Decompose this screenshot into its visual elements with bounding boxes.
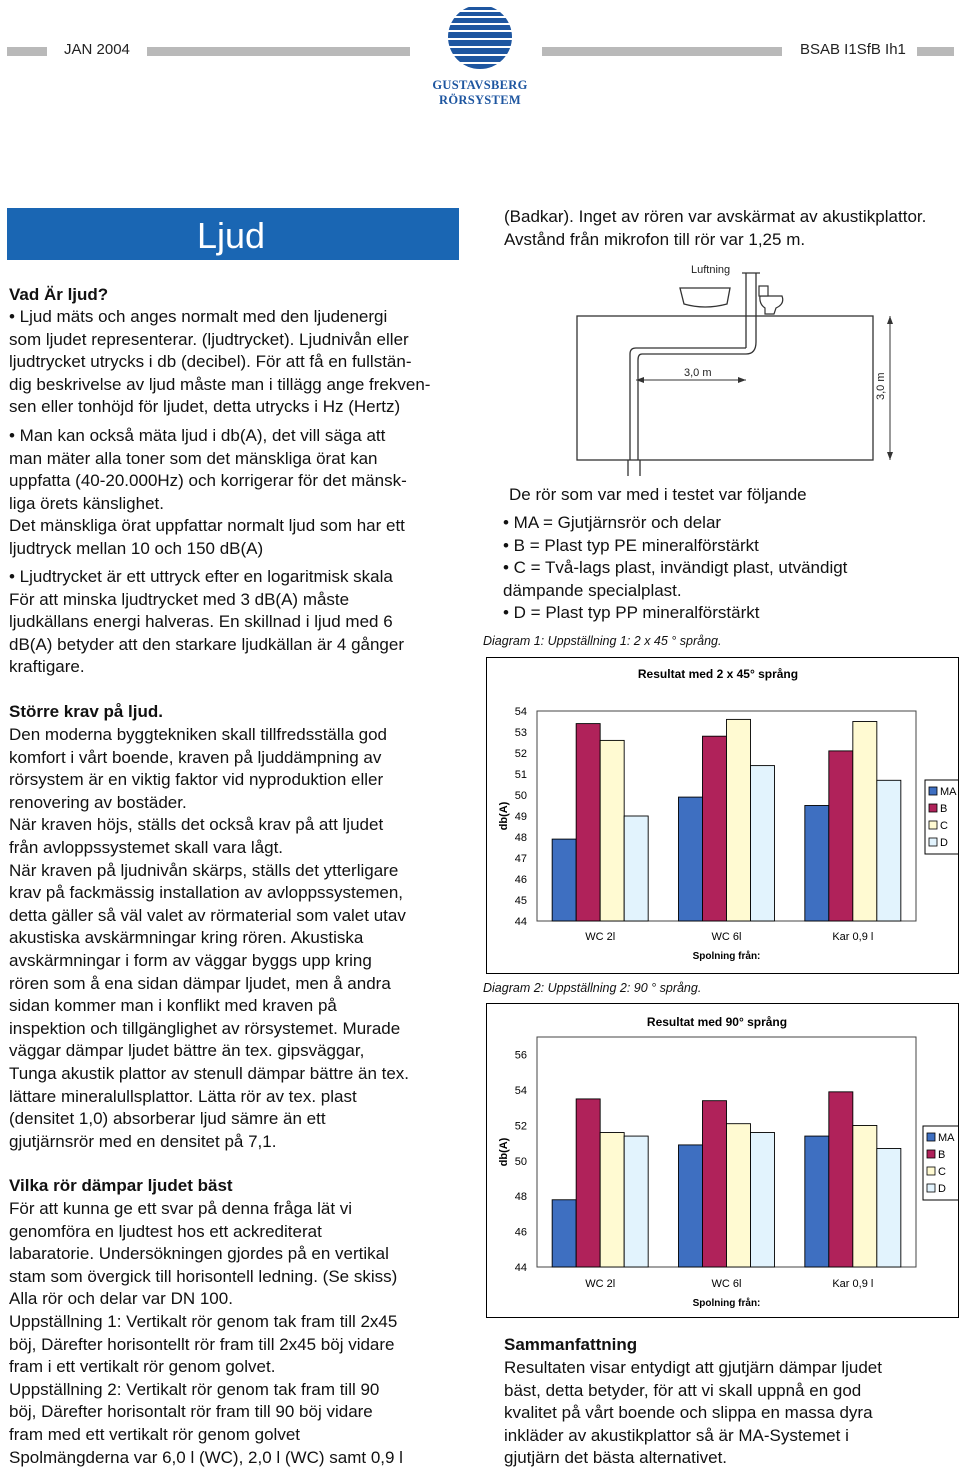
horizontal-pipe: [630, 348, 746, 460]
room-outline: [577, 316, 873, 460]
line: ljudtryck mellan 10 och 150 dB(A): [9, 538, 264, 558]
bar-d-0: [624, 816, 648, 921]
dimension-vertical-label: 3,0 m: [875, 372, 887, 400]
toilet-icon: [760, 296, 783, 314]
y-tick-label: 48: [514, 832, 527, 844]
y-tick-label: 50: [514, 790, 527, 802]
line: gjutjärn det bästa alternativet.: [504, 1448, 728, 1468]
list-item: • B = Plast typ PE mineralförstärkt: [503, 535, 759, 555]
legend-label-ma: MA: [938, 1132, 955, 1144]
header-date: JAN 2004: [64, 41, 130, 58]
header-bar-left-1: [7, 47, 47, 56]
y-tick-label: 47: [514, 853, 527, 865]
legend-label-b: B: [940, 803, 948, 815]
line: labaratorie. Undersökningen gjordes på en vertikal: [9, 1244, 389, 1264]
line: kvalitet på vårt boende och slippa en massa dyra: [504, 1403, 873, 1423]
header-code: BSAB I1SfB Ih1: [800, 41, 906, 58]
paragraph-1: [9, 306, 430, 419]
list-item: • MA = Gjutjärnsrör och delar: [503, 513, 722, 532]
bar-ma-2: [805, 806, 829, 922]
bar-c-1: [727, 1124, 751, 1267]
line: stam som övergick till horisontell ledning. (Se skiss): [9, 1266, 398, 1286]
line: Spolmängderna var 6,0 l (WC), 2,0 l (WC) samt 0,9 l: [9, 1447, 403, 1467]
page-title: Ljud: [197, 215, 266, 256]
line: dig beskrivelse av ljud måste man i tillägg ange frekven-: [9, 374, 431, 394]
legend-swatch-b: [927, 1150, 935, 1158]
header-bar-right-2: [917, 47, 954, 56]
line: lättare mineralullsplattor. Lätta rör av tex. plast: [9, 1086, 357, 1106]
bathtub-icon: [680, 288, 730, 307]
line: avskärmningar i form av väggar byggs upp kring: [9, 950, 372, 970]
line: För att kunna ge ett svar på denna fråga lät vi: [9, 1199, 353, 1218]
bar-b-0: [576, 1099, 600, 1267]
category-label: WC 6l: [711, 931, 742, 943]
legend-swatch-b: [929, 804, 937, 812]
line: Tunga akustik plattor av stenull dämpar bättre än tex.: [9, 1063, 410, 1083]
legend-swatch-c: [929, 821, 937, 829]
line: • Ljudtrycket är ett uttryck efter en logaritmisk skala: [9, 567, 393, 586]
legend-label-b: B: [938, 1149, 946, 1161]
line: När kraven höjs, ställs det också krav på att ljudet: [9, 815, 384, 835]
line: När kraven på ljudnivån skärps, ställs det ytterligare: [9, 860, 399, 880]
legend-label-ma: MA: [940, 786, 957, 798]
chart-title: Resultat med 2 x 45° språng: [637, 667, 799, 681]
line: inkläder av akustikplattor så är MA-Systemet i: [504, 1425, 849, 1445]
chart-title: Resultat med 90° språng: [646, 1015, 788, 1029]
bar-d-2: [877, 1148, 901, 1267]
legend-swatch-d: [927, 1184, 935, 1192]
y-tick-label: 54: [514, 706, 527, 718]
bar-ma-1: [678, 797, 702, 921]
gustavsberg-logo-icon: [446, 3, 514, 71]
x-axis-label: Spolning från:: [692, 951, 761, 962]
chart-1: [487, 658, 958, 973]
category-label: WC 2l: [585, 1278, 616, 1290]
y-tick-label: 48: [514, 1191, 527, 1204]
dimension-horizontal-label: 3,0 m: [684, 367, 712, 379]
y-tick-label: 49: [514, 811, 527, 823]
bar-c-2: [853, 1125, 877, 1267]
line: (densitet 1,0) absorberar ljud sämre än ett: [9, 1109, 326, 1129]
bar-ma-1: [678, 1145, 702, 1267]
legend-label-c: C: [940, 820, 948, 832]
line: väggar dämpar ljudet bättre än tex. gipsväggar,: [9, 1041, 365, 1061]
line: böj, Därefter horisontalt rör fram till 90 böj vidare: [9, 1402, 373, 1422]
bar-d-1: [751, 766, 775, 921]
line: Det mänskliga örat uppfattar normalt ljud som har ett: [9, 516, 405, 536]
bar-d-1: [751, 1133, 775, 1267]
y-tick-label: 51: [514, 769, 527, 781]
y-tick-label: 54: [514, 1085, 527, 1098]
header-bar-left-2: [147, 47, 410, 56]
y-tick-label: 45: [514, 895, 527, 907]
y-tick-label: 44: [514, 1262, 527, 1274]
legend-label-d: D: [940, 837, 948, 849]
bar-b-1: [702, 1101, 726, 1267]
category-label: WC 2l: [585, 931, 616, 943]
line: sen eller tonhöjd för ljudet, detta utrycks i Hz (Hertz): [9, 397, 401, 417]
installation-sketch: [560, 258, 900, 480]
bar-ma-0: [552, 1200, 576, 1267]
line: krav på fackmässig installation av avloppssystemen,: [9, 883, 404, 903]
line: fram med ett vertikalt rör genom golvet: [9, 1424, 301, 1444]
pipes-list: [503, 512, 847, 625]
legend-label-d: D: [938, 1183, 946, 1195]
line: komfort i vårt boende, kraven på ljuddämpning av: [9, 747, 382, 767]
category-label: WC 6l: [711, 1278, 742, 1290]
paragraph-4: [9, 724, 409, 1153]
y-tick-label: 44: [514, 916, 527, 928]
y-tick-label: 46: [514, 1226, 527, 1239]
bar-c-0: [600, 740, 624, 921]
y-tick-label: 52: [514, 748, 527, 760]
line: renovering av bostäder.: [9, 792, 187, 812]
vent-label: Luftning: [691, 264, 731, 276]
y-axis-label: db(A): [498, 1137, 510, 1167]
line: • Ljud mäts och anges normalt med den ljudenergi: [9, 307, 388, 326]
x-axis-label: Spolning från:: [692, 1298, 761, 1309]
line: akustiska avskärmningar kring rören. Akustiska: [9, 928, 364, 948]
line: detta gäller så väl valet av rörmaterial som valet utav: [9, 905, 406, 925]
chart-2-frame: [486, 1003, 959, 1318]
bar-d-2: [877, 780, 901, 921]
line: Uppställning 2: Vertikalt rör genom tak fram till 90: [9, 1379, 380, 1399]
line: genomföra en ljudtest hos ett ackrediterat: [9, 1221, 322, 1241]
list-item: • D = Plast typ PP mineralförstärkt: [503, 603, 760, 623]
legend-label-c: C: [938, 1166, 946, 1178]
line: uppfatta (40-20.000Hz) och korrigerar för det mänsk-: [9, 471, 407, 491]
line: dB(A) betyder att den starkare ljudkällan är 4 gånger: [9, 634, 405, 654]
line: inspektion och tillgänglighet av rörsystemet. Murade: [9, 1018, 401, 1038]
line: • Man kan också mäta ljud i db(A), det vill säga att: [9, 426, 386, 445]
y-axis-label: db(A): [498, 801, 510, 831]
title-banner: [7, 208, 459, 260]
line: kraftigare.: [9, 657, 85, 677]
bar-c-0: [600, 1133, 624, 1267]
line: Uppställning 1: Vertikalt rör genom tak fram till 2x45: [9, 1311, 398, 1331]
y-tick-label: 52: [514, 1120, 527, 1133]
line: fram i ett vertikalt rör genom golvet.: [9, 1357, 276, 1377]
line: bäst, detta betyder, för att vi skall uppnå en god: [504, 1380, 862, 1400]
line: liga örets känslighet.: [9, 493, 164, 513]
paragraph-5: [9, 1198, 403, 1469]
line: Resultaten visar entydigt att gjutjärn dämpar ljudet: [504, 1358, 882, 1377]
legend-swatch-c: [927, 1167, 935, 1175]
heading-vad-ar-ljud: Vad Är ljud?: [9, 285, 109, 304]
paragraph-2: [9, 425, 407, 561]
line: som ljudet representerar. (ljudtrycket). Ljudnivån eller: [9, 329, 409, 349]
list-item: dämpande specialplast.: [503, 580, 682, 600]
bar-c-1: [727, 719, 751, 921]
bar-b-0: [576, 724, 600, 921]
heading-storre-krav: Större krav på ljud.: [9, 702, 163, 721]
summary-text: [504, 1357, 882, 1470]
legend-swatch-ma: [927, 1133, 935, 1141]
diagram-2-caption: Diagram 2: Uppställning 2: 90 ° språng.: [483, 981, 702, 995]
heading-vilka-ror: Vilka rör dämpar ljudet bäst: [9, 1176, 233, 1195]
summary-heading: Sammanfattning: [504, 1335, 638, 1354]
line: gjutjärnsrör med en densitet på 7,1.: [9, 1131, 277, 1151]
legend-swatch-ma: [929, 787, 937, 795]
y-tick-label: 56: [514, 1049, 527, 1062]
right-intro: [504, 206, 926, 251]
line: ljudkällans energi halveras. En skillnad i ljud med 6: [9, 612, 393, 632]
y-tick-label: 46: [514, 874, 527, 886]
category-label: Kar 0,9 l: [832, 931, 874, 943]
bar-c-2: [853, 722, 877, 922]
chart-1-frame: [486, 657, 959, 974]
line: från avloppssystemet skall vara lågt.: [9, 837, 284, 857]
line: ljudtrycket utrycks i db (decibel). För att få en fullstän-: [9, 352, 412, 372]
bar-d-0: [624, 1136, 648, 1267]
line: man mäter alla toner som det mänskliga örat kan: [9, 448, 378, 468]
list-item: • C = Två-lags plast, invändigt plast, utvändigt: [503, 558, 848, 578]
line: Avstånd från mikrofon till rör var 1,25 m.: [504, 229, 806, 249]
bar-b-1: [702, 736, 726, 921]
bar-ma-2: [805, 1136, 829, 1267]
line: Alla rör och delar var DN 100.: [9, 1289, 233, 1309]
y-tick-label: 53: [514, 727, 527, 739]
line: böj, Därefter horisontellt rör fram till 2x45 böj vidare: [9, 1334, 395, 1354]
line: (Badkar). Inget av rören var avskärmat av akustikplattor.: [504, 207, 927, 226]
chart-2: [487, 1004, 958, 1317]
logo-text-gustavsberg: GUSTAVSBERG: [432, 78, 528, 92]
bar-b-2: [829, 1092, 853, 1267]
bar-b-2: [829, 751, 853, 921]
logo-text-rorsystem: RÖRSYSTEM: [439, 93, 521, 107]
bar-ma-0: [552, 839, 576, 921]
legend-swatch-d: [929, 838, 937, 846]
category-label: Kar 0,9 l: [832, 1278, 874, 1290]
line: rören som å ena sidan dämpar ljudet, men å andra: [9, 973, 391, 993]
line: För att minska ljudtrycket med 3 dB(A) måste: [9, 589, 350, 609]
y-tick-label: 50: [514, 1155, 527, 1168]
header-bar-right-1: [542, 47, 782, 56]
line: sidan kommer man i konflikt med kraven på: [9, 996, 337, 1016]
paragraph-3: [9, 566, 404, 679]
diagram-1-caption: Diagram 1: Uppställning 1: 2 x 45 ° språng.: [483, 634, 722, 648]
line: Den moderna byggtekniken skall tillfredsställa god: [9, 725, 387, 744]
pipes-intro: De rör som var med i testet var följande: [509, 485, 807, 504]
line: rörsystem är en viktig faktor vid nyproduktion eller: [9, 770, 384, 790]
